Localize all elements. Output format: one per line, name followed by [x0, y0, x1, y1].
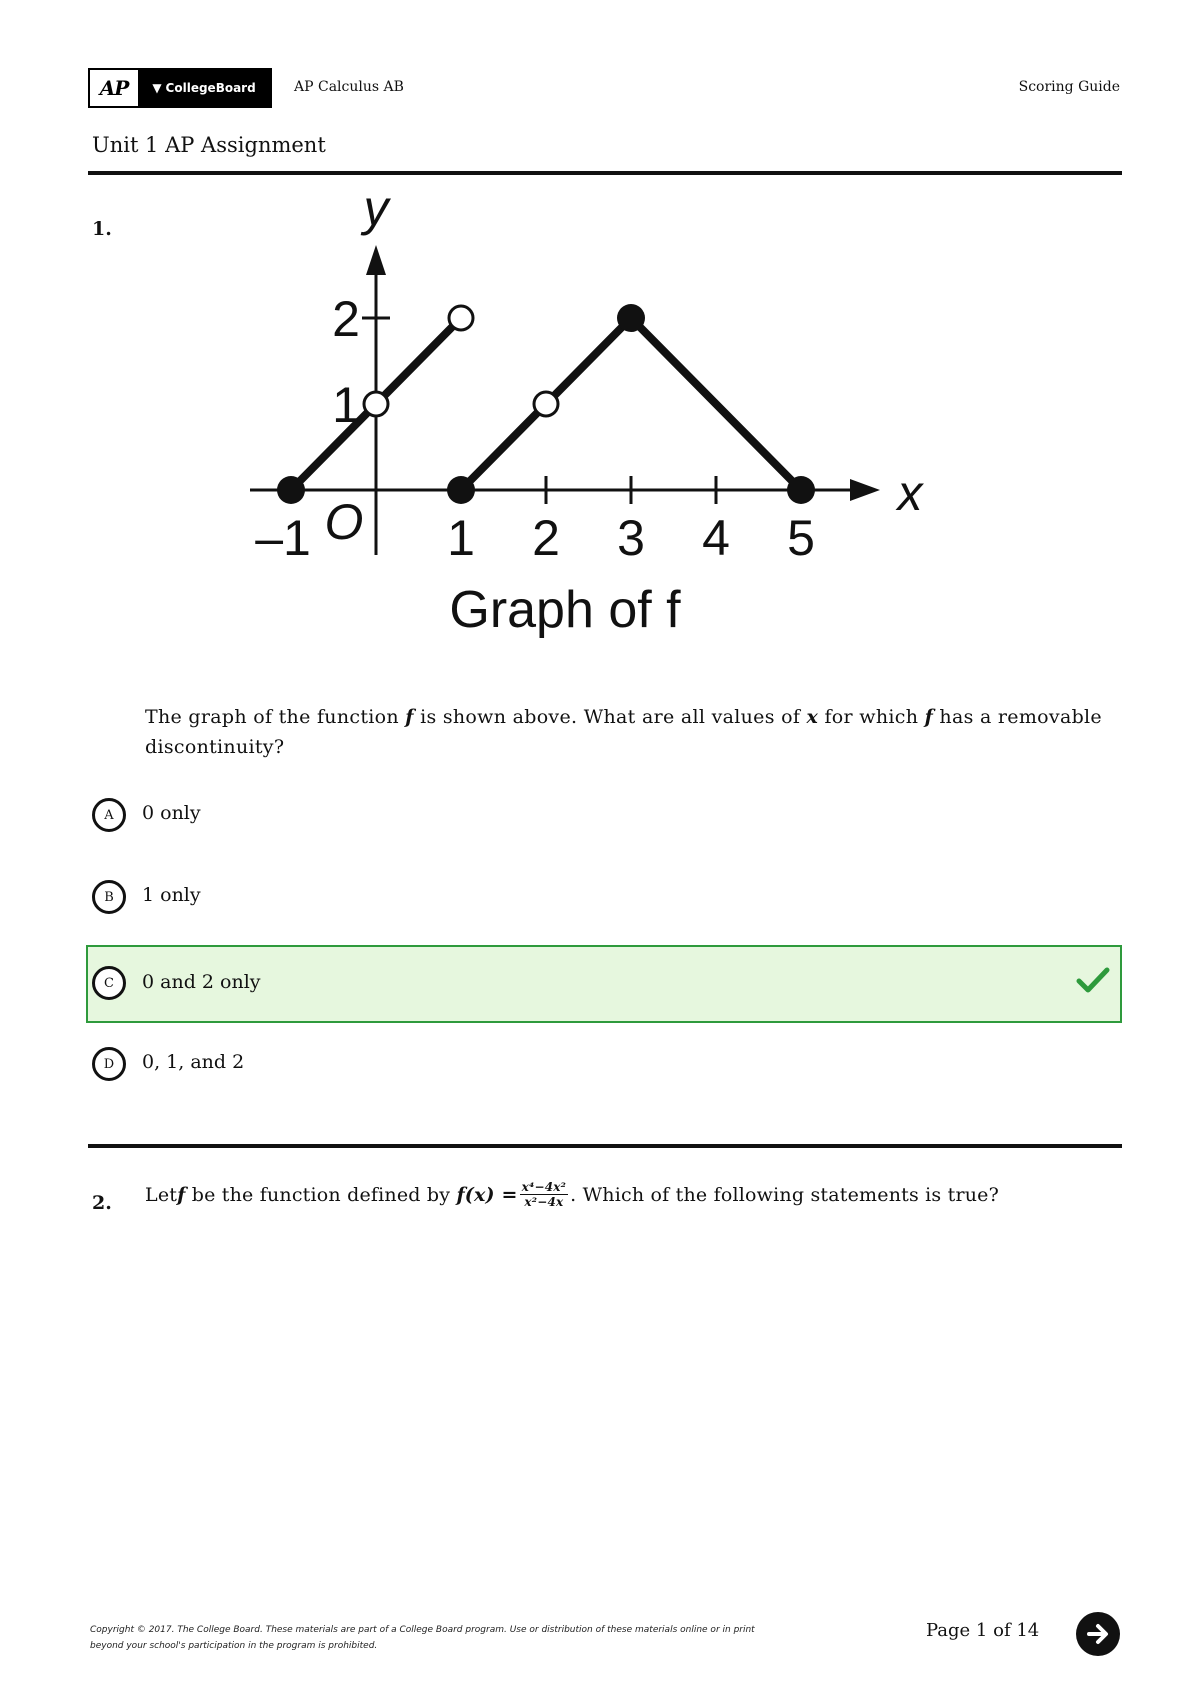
question-text-part: has a removable discontinuity? — [145, 706, 1102, 758]
fraction-numerator: x⁴−4x² — [521, 1180, 567, 1194]
choice-letter-circle: A — [92, 798, 126, 832]
function-graph — [250, 195, 1010, 705]
question-number: 1. — [92, 218, 112, 240]
choice-letter-circle: D — [92, 1047, 126, 1081]
course-name: AP Calculus AB — [294, 79, 404, 95]
open-point — [364, 392, 388, 416]
origin-label: O — [324, 494, 364, 550]
ap-collegeboard-logo — [88, 68, 272, 108]
closed-point — [617, 304, 645, 332]
question-text-part: for which — [818, 706, 925, 728]
closed-point — [447, 476, 475, 504]
question-text-part: be the function defined by — [185, 1183, 457, 1206]
copyright-line: beyond your school's participation in the program is prohibited. — [90, 1641, 378, 1651]
function-definition-lhs: f(x) = — [456, 1183, 518, 1206]
question-text-part: . Which of the following statements is true? — [570, 1183, 1000, 1206]
choice-text: 0 and 2 only — [142, 971, 261, 993]
variable-symbol: x — [806, 706, 819, 728]
page-header — [88, 68, 1120, 110]
x-tick-label: 1 — [447, 510, 475, 566]
x-tick-label: 2 — [532, 510, 560, 566]
question-text-part: The graph of the function — [145, 706, 406, 728]
x-tick-label: –1 — [255, 510, 311, 566]
header-divider — [88, 171, 1122, 175]
copyright-line: Copyright © 2017. The College Board. These materials are part of a College Board program. Use or distribution of these materials online or in print — [90, 1625, 755, 1635]
fraction-denominator: x²−4x — [524, 1195, 564, 1209]
collegeboard-logo-text — [138, 70, 270, 106]
answer-choice-b[interactable] — [86, 860, 1122, 936]
x-axis-label: x — [897, 465, 923, 521]
graph-segment — [631, 318, 801, 490]
x-tick-label: 3 — [617, 510, 645, 566]
choice-letter-circle: B — [92, 880, 126, 914]
choice-text: 0, 1, and 2 — [142, 1051, 245, 1073]
y-axis-label: y — [363, 195, 389, 236]
page-title: Unit 1 AP Assignment — [92, 133, 326, 157]
answer-choice-a[interactable] — [86, 778, 1122, 854]
question-text-part: Let — [145, 1183, 178, 1206]
copyright-notice — [90, 1622, 770, 1654]
function-symbol: f — [177, 1183, 186, 1206]
page-number: Page 1 of 14 — [926, 1620, 1040, 1641]
y-tick-label: 1 — [332, 377, 360, 433]
graph-svg — [250, 195, 1010, 705]
y-tick-label: 2 — [332, 291, 360, 347]
closed-point — [787, 476, 815, 504]
question-text — [145, 702, 1115, 762]
graph-caption: Graph of f — [449, 581, 681, 639]
collegeboard-wordmark: CollegeBoard — [165, 81, 256, 95]
closed-point — [277, 476, 305, 504]
question-divider — [88, 1144, 1122, 1148]
function-fraction — [520, 1180, 568, 1209]
x-axis-arrow — [850, 479, 880, 501]
y-axis-arrow — [366, 245, 386, 275]
question-text-part: is shown above. What are all values of — [413, 706, 807, 728]
question-2-text — [145, 1180, 999, 1209]
choice-letter-circle: C — [92, 966, 126, 1000]
answer-choice-c[interactable] — [86, 945, 1122, 1023]
open-point — [449, 306, 473, 330]
choice-text: 0 only — [142, 802, 201, 824]
question-number: 2. — [92, 1192, 112, 1214]
checkmark-icon — [1074, 961, 1112, 999]
function-symbol: f — [405, 706, 414, 728]
next-page-button[interactable] — [1076, 1612, 1120, 1656]
x-tick-label: 4 — [702, 510, 730, 566]
answer-choice-d[interactable] — [86, 1027, 1122, 1103]
document-type: Scoring Guide — [1018, 79, 1120, 95]
ap-logo-text: AP — [90, 70, 138, 106]
acorn-icon: ▼ — [152, 81, 162, 95]
arrow-right-icon — [1084, 1620, 1112, 1648]
choice-text: 1 only — [142, 884, 201, 906]
x-tick-label: 5 — [787, 510, 815, 566]
open-point — [534, 392, 558, 416]
function-symbol: f — [924, 706, 934, 728]
